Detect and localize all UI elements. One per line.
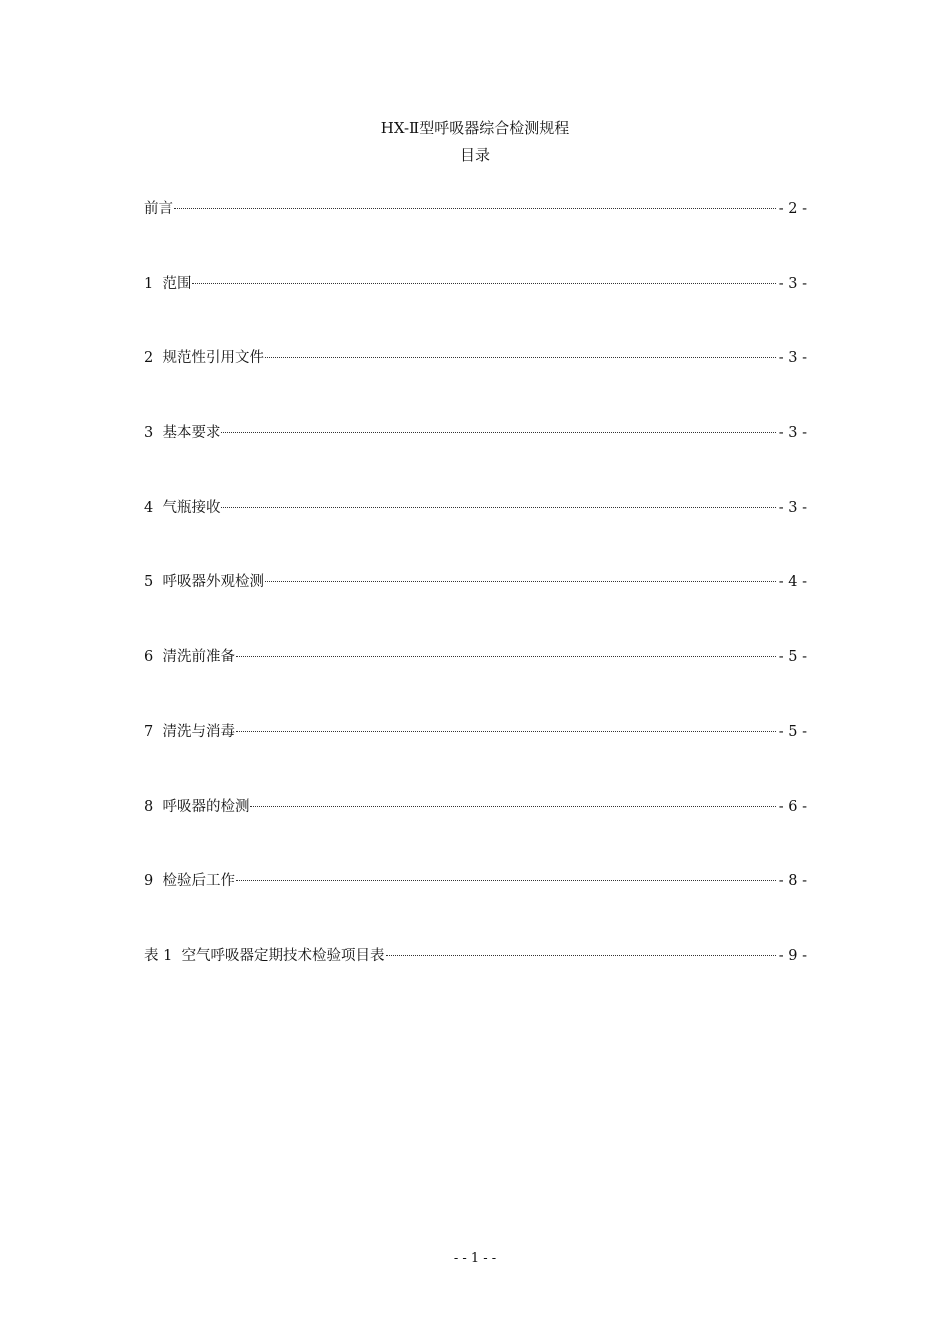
toc-entry-number: 6 [144,649,163,666]
toc-dot-leader [386,940,776,960]
toc-entry-label: 呼吸器的检测 [162,798,250,815]
table-of-contents [144,193,807,1015]
toc-dot-leader [265,342,776,362]
toc-entry-label: 检验后工作 [162,873,235,890]
toc-entry-number: 9 [144,873,163,890]
toc-dot-leader [221,492,775,512]
toc-entry-pre-cleaning[interactable] [144,641,807,666]
toc-entry-page: - 3 - [778,425,807,442]
toc-entry-normative-references[interactable] [144,342,807,367]
toc-dot-leader [265,566,776,586]
toc-entry-number: 5 [144,574,163,591]
toc-entry-number: 4 [144,499,163,516]
toc-dot-leader [221,417,775,437]
toc-dot-leader [236,641,776,661]
toc-entry-scope[interactable] [144,268,807,292]
toc-entry-number: 表 1 [144,947,182,964]
toc-entry-label: 范围 [162,275,192,292]
toc-entry-label: 清洗前准备 [162,649,235,666]
toc-entry-page: - 3 - [778,350,807,367]
toc-entry-post-inspection[interactable] [144,865,807,890]
toc-entry-number: 1 [144,275,163,292]
toc-entry-page: - 3 - [778,499,807,516]
toc-entry-respirator-testing[interactable] [144,791,807,815]
toc-entry-label: 清洗与消毒 [162,723,235,740]
toc-heading: 目录 [459,146,490,164]
toc-entry-number: 8 [144,798,163,815]
toc-entry-page: - 5 - [778,649,807,666]
toc-entry-preface[interactable] [144,193,807,217]
toc-entry-cylinder-reception[interactable] [144,492,807,516]
document-title: HX-Ⅱ型呼吸器综合检测规程 [380,119,570,137]
toc-entry-label: 前言 [144,201,173,217]
toc-dot-leader [250,791,775,811]
toc-entry-cleaning-disinfection[interactable] [144,716,807,740]
toc-entry-label: 规范性引用文件 [162,350,264,367]
toc-entry-number: 3 [144,425,163,442]
toc-entry-number: 7 [144,723,163,740]
toc-entry-page: - 9 - [778,947,807,964]
toc-dot-leader [236,865,776,885]
toc-entry-number: 2 [144,350,163,367]
toc-entry-page: - 3 - [778,275,807,292]
toc-entry-table-1[interactable] [144,940,807,964]
toc-entry-page: - 4 - [778,574,807,591]
toc-dot-leader [192,268,775,288]
toc-entry-basic-requirements[interactable] [144,417,807,442]
toc-entry-label: 基本要求 [162,425,221,442]
toc-entry-page: - 2 - [778,201,807,217]
toc-entry-label: 呼吸器外观检测 [162,574,264,591]
toc-entry-label: 空气呼吸器定期技术检验项目表 [181,947,385,964]
toc-entry-label: 气瓶接收 [162,499,221,516]
toc-dot-leader [174,193,776,213]
page-number-footer: - - 1 - - [453,1251,497,1266]
toc-entry-appearance-inspection[interactable] [144,566,807,591]
toc-dot-leader [236,716,776,736]
toc-entry-page: - 5 - [778,723,807,740]
toc-entry-page: - 8 - [778,873,807,890]
toc-entry-page: - 6 - [778,798,807,815]
